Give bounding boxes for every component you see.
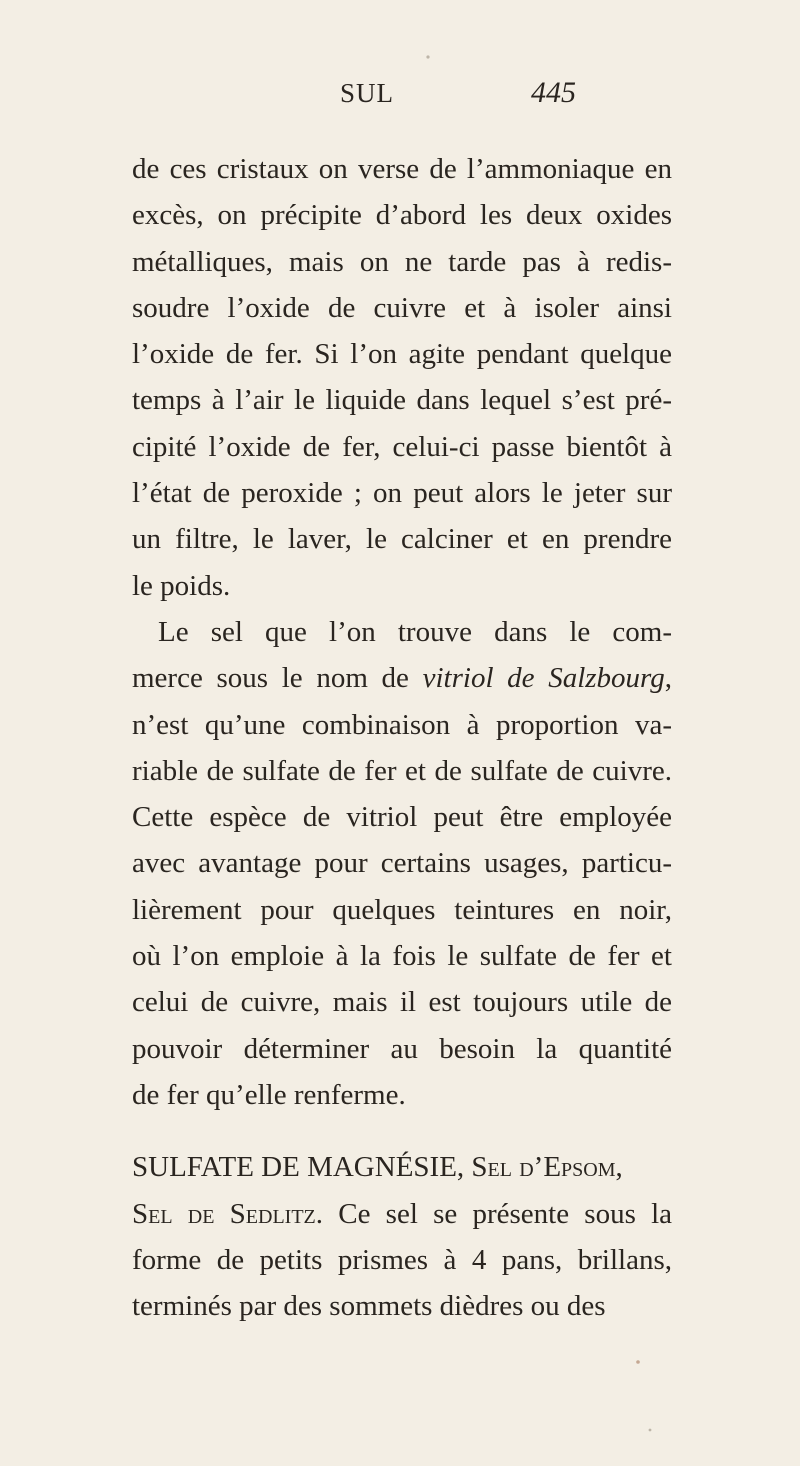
text-line: forme de petits prismes à 4 pans, brillans, <box>132 1243 672 1276</box>
text-line: n’est qu’une combinaison à proportion va- <box>132 708 672 741</box>
text-run: , <box>615 1151 623 1184</box>
text-line: l’état de peroxide ; on peut alors le jeter sur <box>132 477 672 510</box>
text-line: cipité l’oxide de fer, celui-ci passe bientôt à <box>132 430 672 463</box>
paper-speck <box>426 55 429 58</box>
text-line: où l’on emploie à la fois le sulfate de fer et <box>132 940 672 973</box>
text-line: excès, on précipite d’abord les deux oxides <box>132 199 672 232</box>
text-line: Cette espèce de vitriol peut être employée <box>132 801 672 834</box>
synonym-small-caps: Sel d’Epsom <box>471 1151 616 1184</box>
text-line: celui de cuivre, mais il est toujours utile de <box>132 986 672 1019</box>
entry-heading: SULFATE DE MAGNÉSIE, <box>132 1151 465 1184</box>
text-run: Ce sel se présente sous la <box>323 1197 673 1230</box>
page-number: 445 <box>531 76 576 109</box>
text-line: pouvoir déterminer au besoin la quantité <box>132 1032 672 1065</box>
text-line: soudre l’oxide de cuivre et à isoler ainsi <box>132 291 672 324</box>
paper-speck <box>649 1429 652 1432</box>
running-head-word: SUL <box>340 78 395 108</box>
text-run: merce sous le nom de <box>132 662 423 695</box>
text-line: de ces cristaux on verse de l’ammoniaque en <box>132 153 672 185</box>
text-line: terminés par des sommets dièdres ou des <box>132 1290 606 1323</box>
text-line: un filtre, le laver, le calciner et en prendre <box>132 523 672 556</box>
text-run: , <box>664 662 673 695</box>
text-line: de fer qu’elle renferme. <box>132 1078 406 1111</box>
text-line: métalliques, mais on ne tarde pas à redis- <box>132 245 672 278</box>
synonym-small-caps: Sel de Sedlitz. <box>132 1197 324 1230</box>
paper-speck <box>636 1360 640 1364</box>
text-line: le poids. <box>132 569 231 602</box>
text-line: l’oxide de fer. Si l’on agite pendant quelque <box>132 338 672 371</box>
italic-term: vitriol de Salzbourg <box>422 662 665 695</box>
text-line: lièrement pour quelques teintures en noir, <box>132 893 672 926</box>
text-line: Le sel que l’on trouve dans le com- <box>158 615 672 648</box>
text-line: temps à l’air le liquide dans lequel s’est pré- <box>132 384 672 417</box>
text-line: avec avantage pour certains usages, particu- <box>132 847 672 880</box>
text-line: riable de sulfate de fer et de sulfate de cuivre. <box>132 754 672 787</box>
